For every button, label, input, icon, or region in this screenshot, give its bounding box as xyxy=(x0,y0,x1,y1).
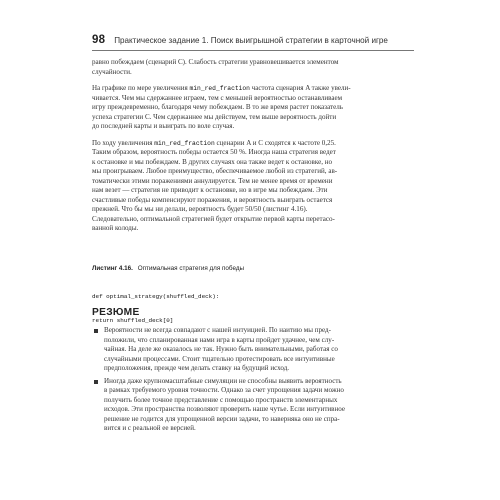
text-line: мы проигрываем. Любое преимущество, обеспечиваемое любой из стратегий, ав- xyxy=(92,167,338,175)
listing-caption-text: Оптимальная стратегия для победы xyxy=(137,265,245,272)
text-line: игру преждевременно, благодаря чему побеждаем. В то же время растет показатель xyxy=(92,103,343,111)
text-line: случайными процессами. Стоит тщательно протестировать все интуитивные xyxy=(104,354,335,363)
text-line: до последней карты и выиграть по воле случая. xyxy=(92,122,235,130)
text-line: ванной колоды. xyxy=(92,224,139,232)
section-title: РЕЗЮМЕ xyxy=(92,307,140,318)
header-rule xyxy=(92,50,414,51)
text-line: равно побеждаем (сценарий C). Слабость стратегии уравновешивается элементом xyxy=(92,58,339,66)
summary-bullets xyxy=(92,326,414,437)
text-line: положили, что спланированная нами игра в карты пройдет удачнее, чем слу- xyxy=(104,335,335,344)
text-line: Вероятности не всегда совпадают с нашей интуицией. По наитию мы пред- xyxy=(104,326,331,334)
body-text xyxy=(92,58,412,234)
text-line: чайная. На деле же оказалось не так. Нужно быть внимательными, работая со xyxy=(104,345,338,353)
text-line: получить более точное представление с помощью пространств элементарных xyxy=(104,395,338,404)
text-run: На графике по мере увеличения xyxy=(92,84,190,92)
text-line: случайности. xyxy=(92,67,132,76)
code-line: def optimal_strategy(shuffled_deck): xyxy=(92,292,220,300)
summary-bullet xyxy=(92,326,414,374)
text-line: прежней. Что бы мы ни делали, вероятность будет 50/50 (листинг 4.16). xyxy=(92,205,308,213)
text-line: Следовательно, оптимальной стратегией будет открытие первой карты перетасо- xyxy=(92,214,335,223)
text-line: в рамках требуемого уровня точности. Однако за счет упрощения задачи можно xyxy=(104,386,344,394)
paragraph xyxy=(92,84,412,132)
bullet-square-icon xyxy=(94,329,98,333)
chapter-title: Практическое задание 1. Поиск выигрышной стратегии в карточной игре xyxy=(114,35,388,45)
text-run: сценарии A и C сходятся к частоте 0,25. xyxy=(214,138,336,147)
summary-bullet xyxy=(92,377,414,434)
paragraph xyxy=(92,58,412,77)
text-line: решение не годится для упрощенной версии задачи, то наверняка оно не спра- xyxy=(104,414,340,423)
text-line: счастливые победы компенсируют поражения, и вероятность выиграть остается xyxy=(92,195,333,204)
text-line: вится и с реальной ее версией. xyxy=(104,424,196,432)
text-line: томатически этими поражениями аннулируется. Тем не менее время от времени xyxy=(92,176,333,185)
bullet-square-icon xyxy=(94,380,98,384)
code-line: return shuffled_deck[0] xyxy=(92,317,174,325)
text-run: По ходу увеличения xyxy=(92,138,155,147)
text-run: частота сценария A также увели- xyxy=(249,84,351,92)
text-line xyxy=(92,139,412,149)
text-line: исходов. Эти пространства позволяют проверить наше чутье. Если интуитивное xyxy=(104,405,346,413)
text-line: предположения, прежде чем делать ставку на будущий исход. xyxy=(104,364,290,372)
text-line: Иногда даже крупномасштабные симуляции не способны выявить вероятность xyxy=(104,376,342,385)
inline-code: min_red_fraction xyxy=(189,85,250,92)
listing-caption xyxy=(92,265,244,272)
text-line xyxy=(92,84,412,94)
text-line: чивается. Чем мы сдержаннее играем, тем с меньшей вероятностью останавливаем xyxy=(92,93,343,102)
text-line: к остановке и мы побеждаем. В других случаях она также ведет к остановке, но xyxy=(92,157,333,166)
inline-code: min_red_fraction xyxy=(154,139,215,147)
text-line: успеха стратегии C. Чем сдержаннее мы действуем, тем выше вероятность дойти xyxy=(92,112,337,121)
text-line: нам везет — стратегия не приводит к остановке, но в игре мы побеждаем. Эти xyxy=(92,186,328,194)
running-head xyxy=(92,32,422,48)
page-number: 98 xyxy=(92,34,106,46)
paragraph xyxy=(92,139,412,234)
listing-label: Листинг 4.16. xyxy=(92,265,133,272)
text-line: Таким образом, вероятность победы остается 50 %. Иногда наша стратегия ведет xyxy=(92,148,336,156)
